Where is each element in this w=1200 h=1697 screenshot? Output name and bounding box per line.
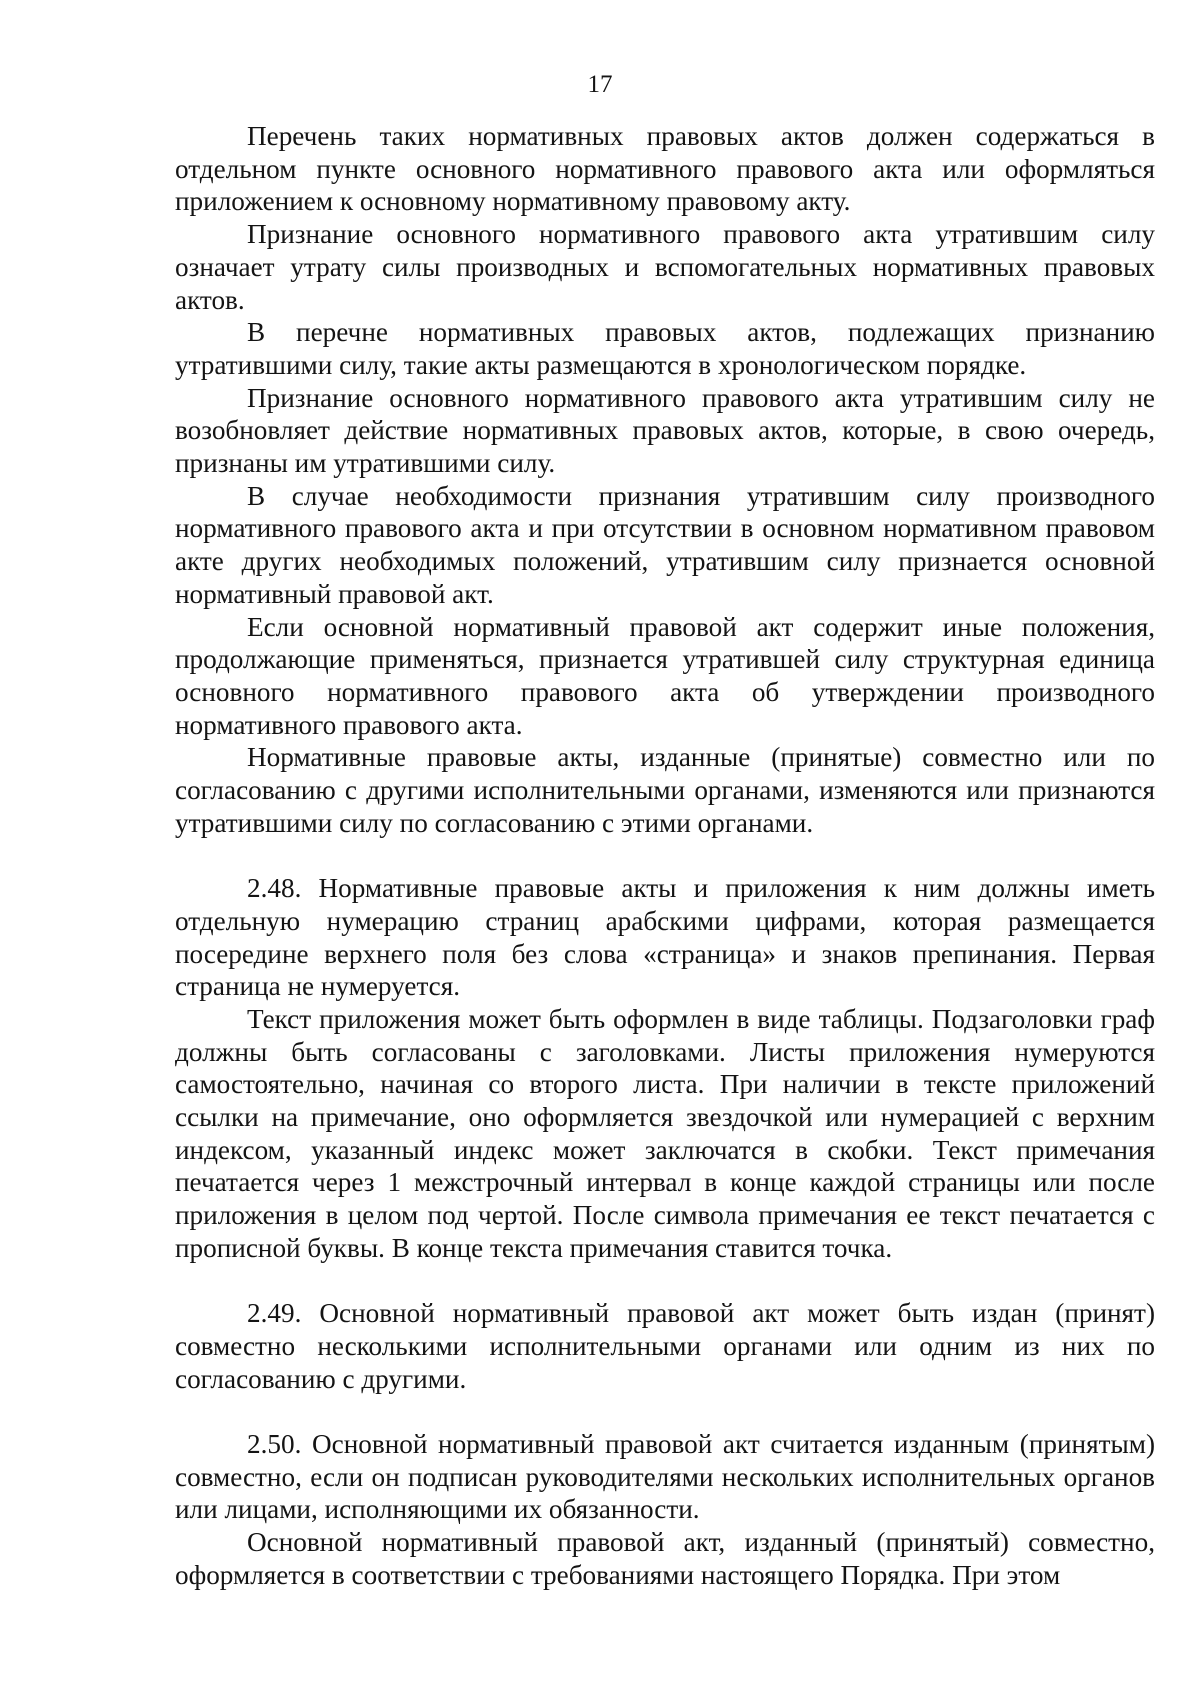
section-2-48-paragraph: 2.48. Нормативные правовые акты и приложения к ним должны иметь отдельную нумерацию страниц арабскими цифрами, которая размещается посередине верхнего поля без слова «страница» и знаков препинания. Первая страница не нумеруется. [175, 873, 1155, 1002]
paragraph: Основной нормативный правовой акт, изданный (принятый) совместно, оформляется в соответствии с требованиями настоящего Порядка. При этом [175, 1527, 1155, 1590]
paragraph: Признание основного нормативного правового акта утратившим силу означает утрату силы производных и вспомогательных нормативных правовых актов. [175, 219, 1155, 315]
page-number: 17 [587, 71, 613, 98]
paragraph: Признание основного нормативного правового акта утратившим силу не возобновляет действие нормативных правовых актов, которые, в свою очередь, признаны им утратившими силу. [175, 382, 1155, 479]
section-2-49-paragraph: 2.49. Основной нормативный правовой акт может быть издан (принят) совместно несколькими исполнительными органами или одним из них по согласованию с другими. [175, 1298, 1155, 1394]
paragraph: Текст приложения может быть оформлен в виде таблицы. Подзаголовки граф должны быть согласованы с заголовками. Листы приложения нумеруются самостоятельно, начиная со второго листа. При наличии в тексте приложений ссылки на примечание, оно оформляется звездочкой или нумерацией с верхним индексом, указанный индекс может заключатся в скобки. Текст примечания печатается через 1 межстрочный интервал в конце каждой страницы или после приложения в целом под чертой. После символа примечания ее текст печатается с прописной буквы. В конце текста примечания ставится точка. [175, 1003, 1155, 1263]
paragraph: Если основной нормативный правовой акт содержит иные положения, продолжающие применяться, признается утратившей силу структурная единица основного нормативного правового акта об утверждении производного нормативного правового акта. [175, 611, 1155, 740]
section-2-50-paragraph: 2.50. Основной нормативный правовой акт считается изданным (принятым) совместно, если он подписан руководителями нескольких исполнительных органов или лицами, исполняющими их обязанности. [175, 1429, 1155, 1525]
paragraph: В случае необходимости признания утратившим силу производного нормативного правового акта и при отсутствии в основном нормативном правовом акте других необходимых положений, утратившим силу признается основной нормативный правовой акт. [175, 480, 1155, 609]
paragraph: Перечень таких нормативных правовых актов должен содержаться в отдельном пункте основного нормативного правового акта или оформляться приложением к основному нормативному правовому акту. [175, 121, 1155, 217]
paragraph: В перечне нормативных правовых актов, подлежащих признанию утратившими силу, такие акты размещаются в хронологическом порядке. [175, 317, 1155, 380]
paragraph: Нормативные правовые акты, изданные (принятые) совместно или по согласованию с другими исполнительными органами, изменяются или признаются утратившими силу по согласованию с этими органами. [175, 742, 1155, 838]
document-body [175, 120, 1155, 1592]
